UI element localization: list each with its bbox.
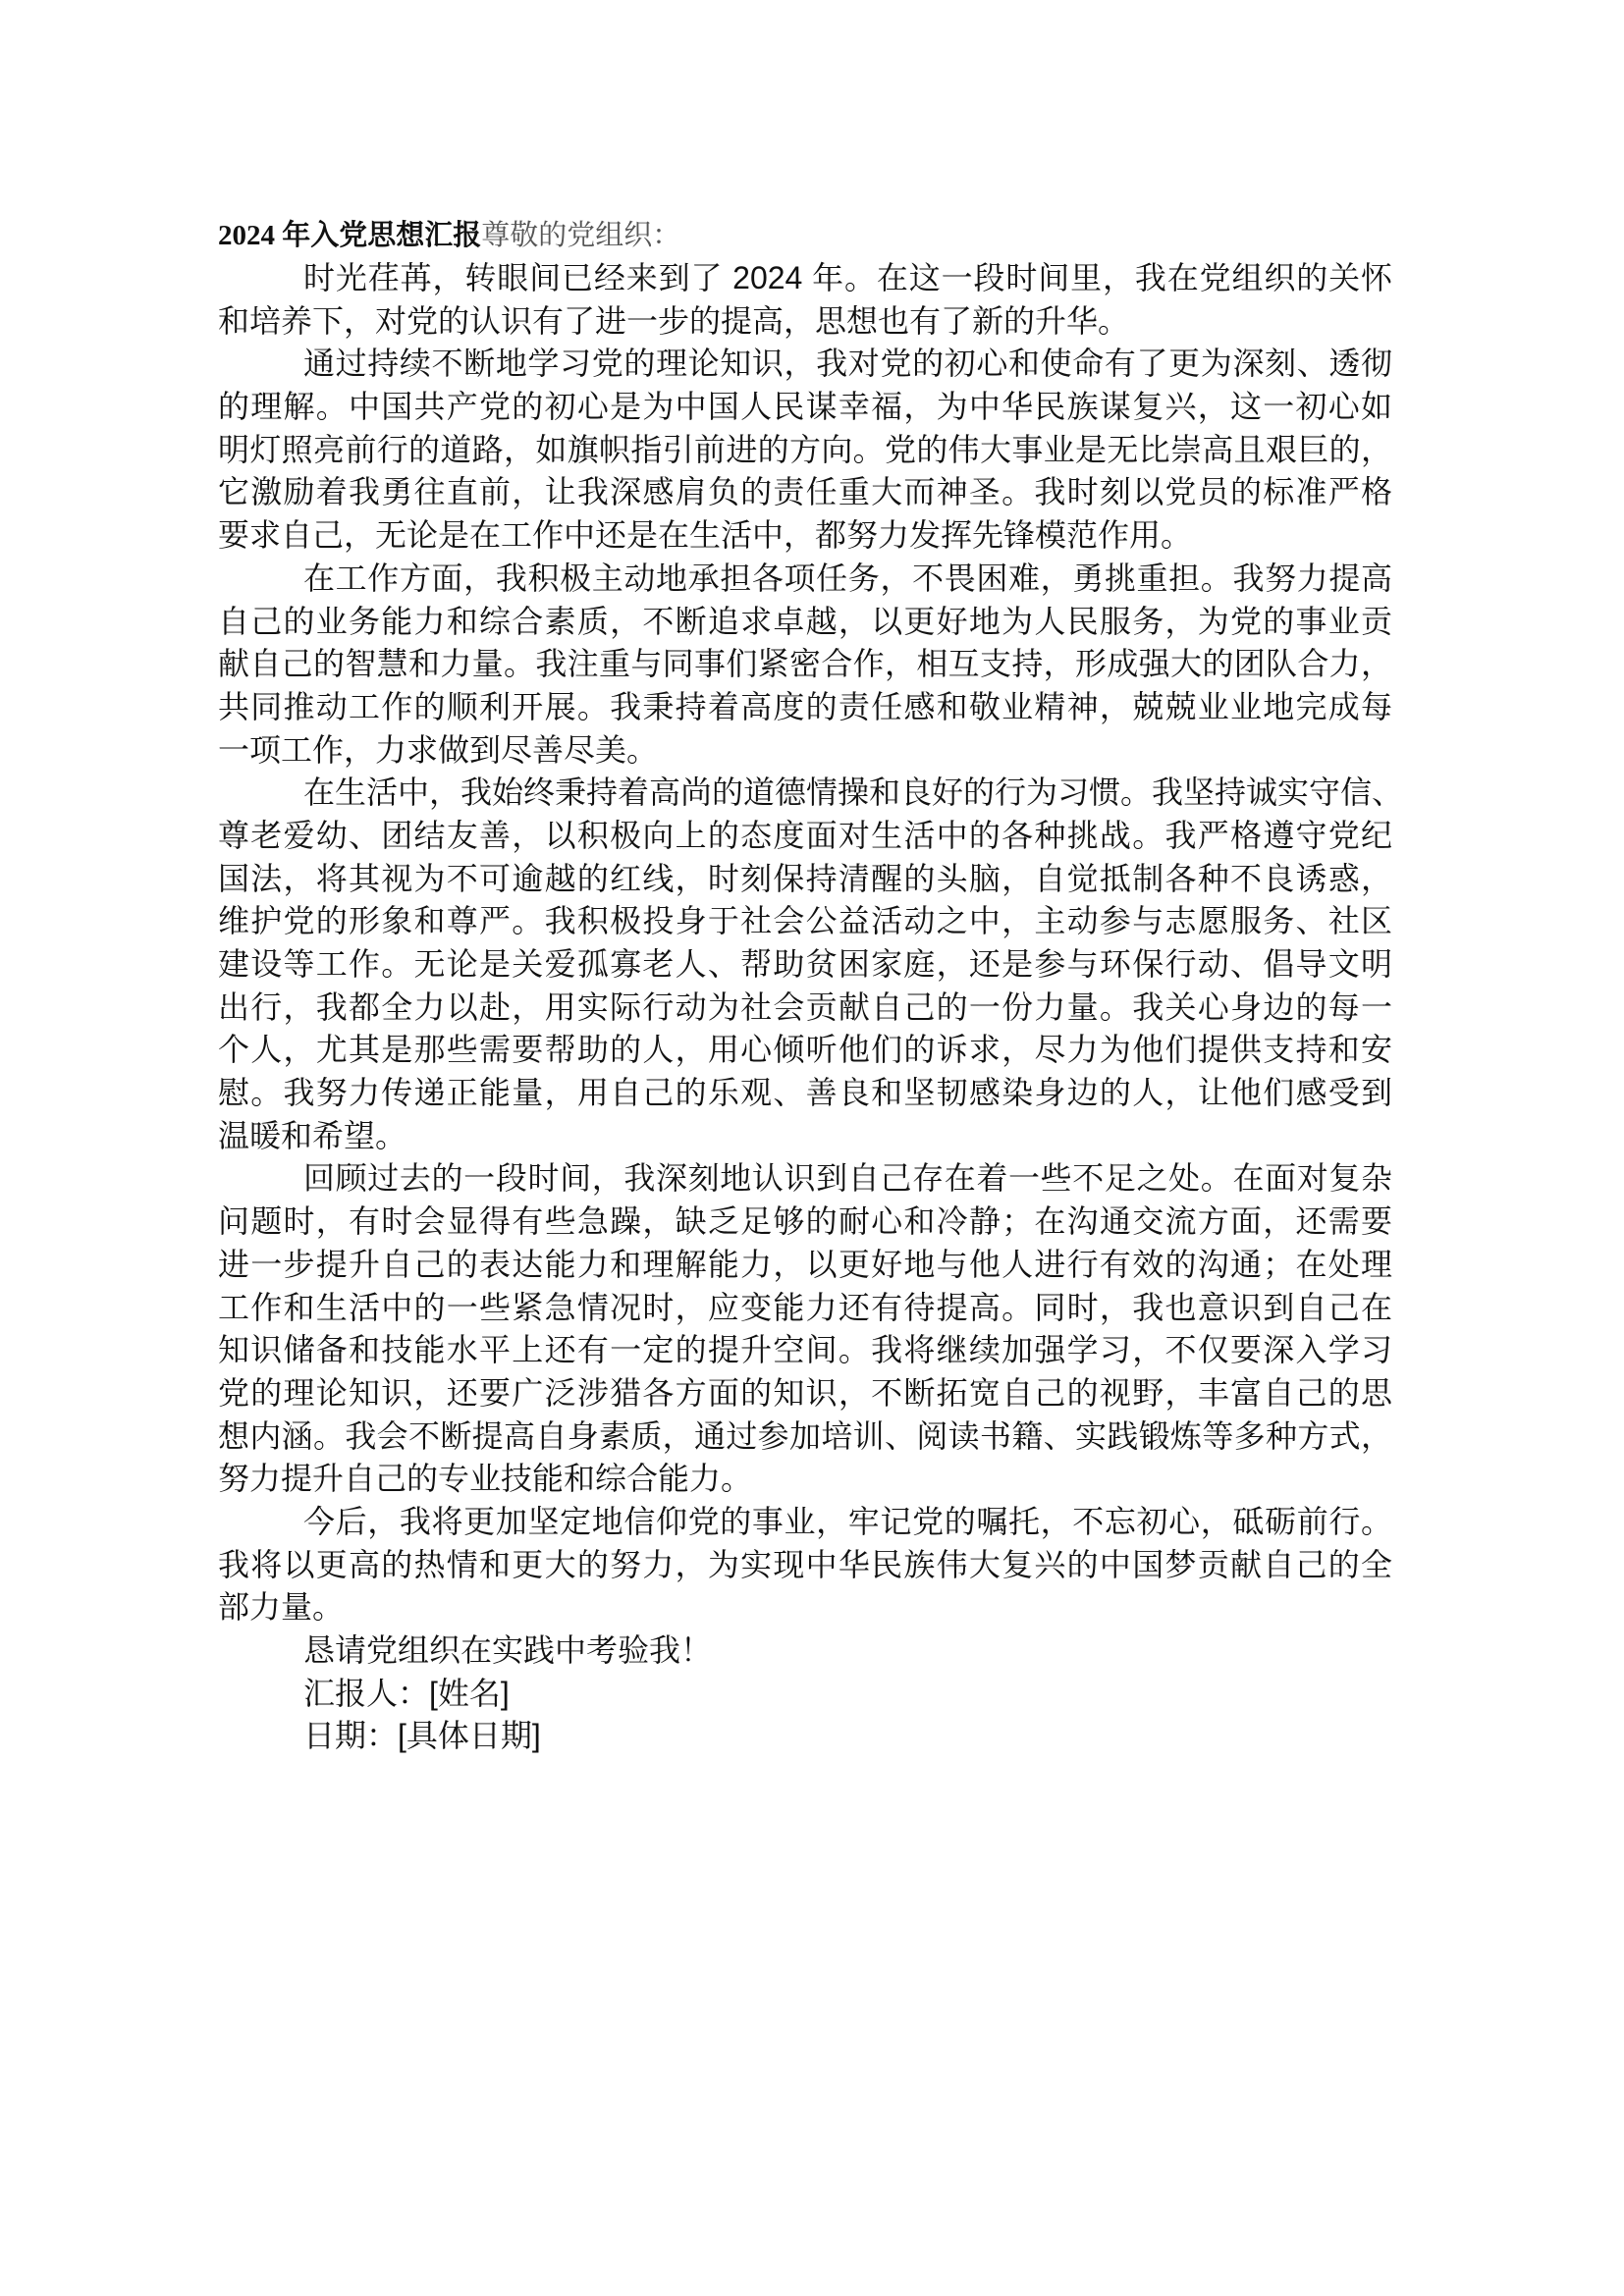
paragraph bbox=[218, 1501, 1392, 1629]
paragraph-line: 我将以更高的热情和更大的努力，为实现中华民族伟大复兴的中国梦贡献自己的全 bbox=[218, 1546, 1392, 1582]
paragraph-line: 在工作方面，我积极主动地承担各项任务，不畏困难，勇挑重担。我努力提高 bbox=[303, 560, 1392, 596]
paragraph-line: 努力提升自己的专业技能和综合能力。 bbox=[218, 1461, 753, 1497]
paragraph-line: 进一步提升自己的表达能力和理解能力，以更好地与他人进行有效的沟通；在处理 bbox=[218, 1246, 1392, 1282]
paragraph-line: 温暖和希望。 bbox=[218, 1117, 407, 1153]
paragraph-line: 问题时，有时会显得有些急躁，缺乏足够的耐心和冷静；在沟通交流方面，还需要 bbox=[218, 1203, 1392, 1240]
paragraph-line: 尊老爱幼、团结友善，以积极向上的态度面对生活中的各种挑战。我严格遵守党纪 bbox=[218, 817, 1392, 853]
paragraph bbox=[218, 343, 1392, 557]
paragraph-line: 出行，我都全力以赴，用实际行动为社会贡献自己的一份力量。我关心身边的每一 bbox=[218, 988, 1392, 1025]
paragraphs bbox=[218, 257, 1404, 1629]
paragraph bbox=[218, 1157, 1392, 1501]
paragraph-line: 它激励着我勇往直前，让我深感肩负的责任重大而神圣。我时刻以党员的标准严格 bbox=[218, 474, 1392, 510]
paragraph-line: 维护党的形象和尊严。我积极投身于社会公益活动之中，主动参与志愿服务、社区 bbox=[218, 903, 1392, 939]
report-title: 2024 年入党思想汇报 bbox=[218, 220, 482, 251]
paragraph-line: 通过持续不断地学习党的理论知识，我对党的初心和使命有了更为深刻、透彻 bbox=[303, 346, 1392, 382]
document-title bbox=[218, 214, 1392, 257]
paragraph-line: 要求自己，无论是在工作中还是在生活中，都努力发挥先锋模范作用。 bbox=[218, 517, 1193, 554]
paragraph bbox=[218, 772, 1404, 1157]
paragraph bbox=[218, 257, 1392, 343]
document-body bbox=[218, 214, 1404, 1758]
paragraph-line: 自己的业务能力和综合素质，不断追求卓越，以更好地为人民服务，为党的事业贡 bbox=[218, 603, 1392, 639]
paragraph-line: 时光荏苒，转眼间已经来到了 2024 年。在这一段时间里，我在党组织的关怀 bbox=[303, 260, 1392, 295]
paragraph-line: 工作和生活中的一些紧急情况时，应变能力还有待提高。同时，我也意识到自己在 bbox=[218, 1289, 1392, 1325]
paragraph-line: 国法，将其视为不可逾越的红线，时刻保持清醒的头脑，自觉抵制各种不良诱惑， bbox=[218, 860, 1392, 896]
paragraph-line: 今后，我将更加坚定地信仰党的事业，牢记党的嘱托，不忘初心，砥砺前行。 bbox=[303, 1503, 1392, 1539]
paragraph-line: 回顾过去的一段时间，我深刻地认识到自己存在着一些不足之处。在面对复杂 bbox=[303, 1160, 1392, 1197]
paragraph-line: 个人，尤其是那些需要帮助的人，用心倾听他们的诉求，尽力为他们提供支持和安 bbox=[218, 1032, 1392, 1068]
salutation: 尊敬的党组织： bbox=[481, 220, 681, 251]
paragraph-line: 建设等工作。无论是关爱孤寡老人、帮助贫困家庭，还是参与环保行动、倡导文明 bbox=[218, 946, 1392, 982]
paragraph bbox=[218, 558, 1392, 772]
paragraph-line: 党的理论知识，还要广泛涉猎各方面的知识，不断拓宽自己的视野，丰富自己的思 bbox=[218, 1374, 1392, 1411]
reporter-line: 汇报人：[姓名] bbox=[303, 1675, 510, 1711]
paragraph-line: 部力量。 bbox=[218, 1589, 345, 1626]
paragraph-line: 想内涵。我会不断提高自身素质，通过参加培训、阅读书籍、实践锻炼等多种方式， bbox=[218, 1417, 1392, 1454]
paragraph-line: 一项工作，力求做到尽善尽美。 bbox=[218, 731, 659, 768]
paragraph-line: 慰。我努力传递正能量，用自己的乐观、善良和坚韧感染身边的人，让他们感受到 bbox=[218, 1075, 1392, 1111]
paragraph-line: 的理解。中国共产党的初心是为中国人民谋幸福，为中华民族谋复兴，这一初心如 bbox=[218, 389, 1392, 425]
paragraph-line: 和培养下，对党的认识有了进一步的提高，思想也有了新的升华。 bbox=[218, 302, 1130, 339]
paragraph-line: 共同推动工作的顺利开展。我秉持着高度的责任感和敬业精神，兢兢业业地完成每 bbox=[218, 688, 1392, 724]
paragraph-line: 知识储备和技能水平上还有一定的提升空间。我将继续加强学习，不仅要深入学习 bbox=[218, 1332, 1392, 1368]
closing-request: 恳请党组织在实践中考验我！ bbox=[303, 1632, 713, 1668]
paragraph-line: 献自己的智慧和力量。我注重与同事们紧密合作，相互支持，形成强大的团队合力， bbox=[218, 646, 1392, 682]
paragraph-line: 明灯照亮前行的道路，如旗帜指引前进的方向。党的伟大事业是无比崇高且艰巨的， bbox=[218, 431, 1392, 467]
date-line: 日期：[具体日期] bbox=[303, 1718, 541, 1754]
paragraph-line: 在生活中，我始终秉持着高尚的道德情操和良好的行为习惯。我坚持诚实守信、 bbox=[303, 774, 1404, 811]
